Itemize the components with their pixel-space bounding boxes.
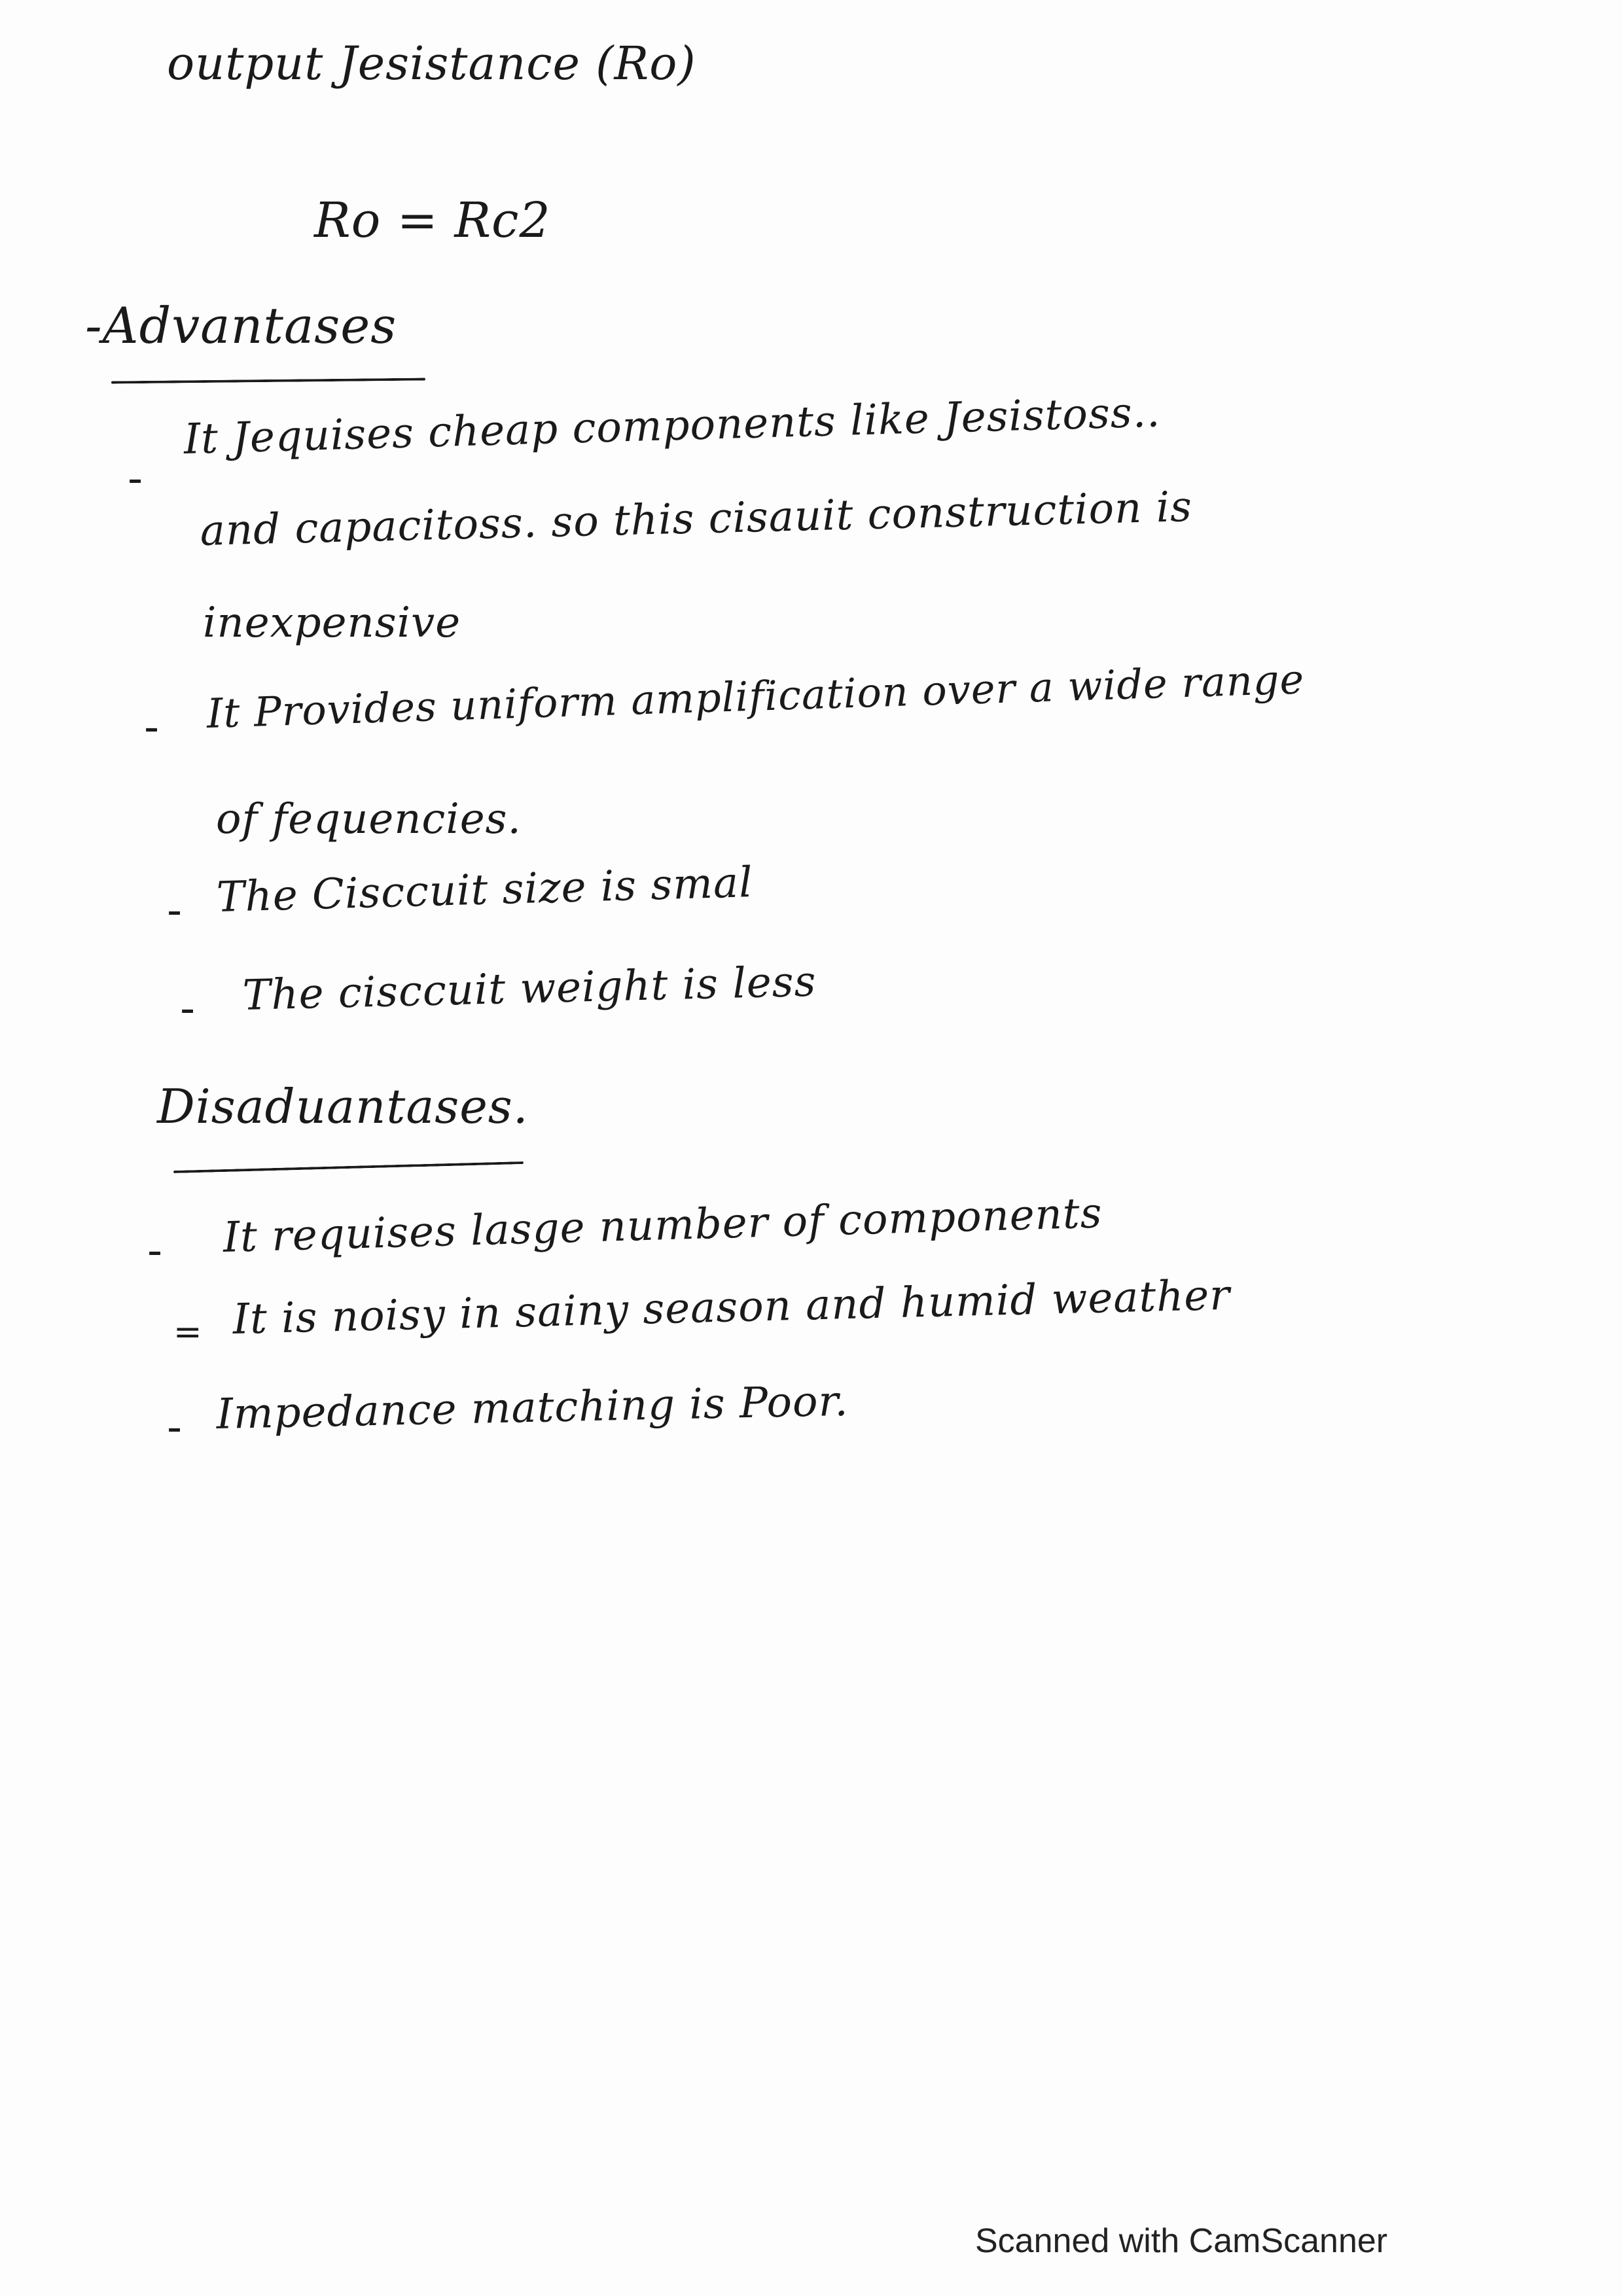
- advantage-2-line-2: of fequencies.: [216, 795, 522, 843]
- output-resistance-heading: output Jesistance (Ro): [167, 37, 696, 90]
- disadvantage-2-line-1: It is noisy in sainy season and humid weather: [232, 1271, 1231, 1344]
- advantages-heading: -Advantases: [85, 296, 397, 355]
- advantage-2-line-1: It Provides uniform amplification over a wide range: [205, 655, 1306, 737]
- disadvantage-1-line-1: It requises lasge number of components: [222, 1189, 1103, 1262]
- disadvantage-1-bullet: -: [147, 1227, 163, 1275]
- disadvantage-3-line-1: Impedance matching is Poor.: [215, 1377, 849, 1439]
- advantage-1-bullet: -: [128, 455, 143, 503]
- advantage-1-line-2: and capacitoss. so this cisauit construction is: [199, 482, 1193, 556]
- disadvantages-underline: [173, 1161, 524, 1173]
- advantage-1-line-1: It Jequises cheap components like Jesistoss..: [183, 388, 1162, 464]
- disadvantages-heading: Disaduantases.: [157, 1079, 529, 1134]
- disadvantage-3-bullet: -: [167, 1404, 183, 1452]
- advantage-4-bullet: -: [180, 985, 196, 1033]
- advantages-underline: [111, 378, 425, 383]
- advantage-4-line-1: The cisccuit weight is less: [241, 957, 817, 1020]
- disadvantage-2-bullet: =: [173, 1313, 202, 1352]
- advantage-2-bullet: -: [144, 703, 160, 752]
- advantage-3-line-1: The Cisccuit size is smal: [215, 858, 754, 922]
- advantage-1-line-3: inexpensive: [203, 599, 461, 647]
- camscanner-watermark: Scanned with CamScanner: [975, 2222, 1388, 2260]
- advantage-3-bullet: -: [167, 887, 183, 935]
- output-resistance-formula: Ro = Rc2: [314, 192, 551, 249]
